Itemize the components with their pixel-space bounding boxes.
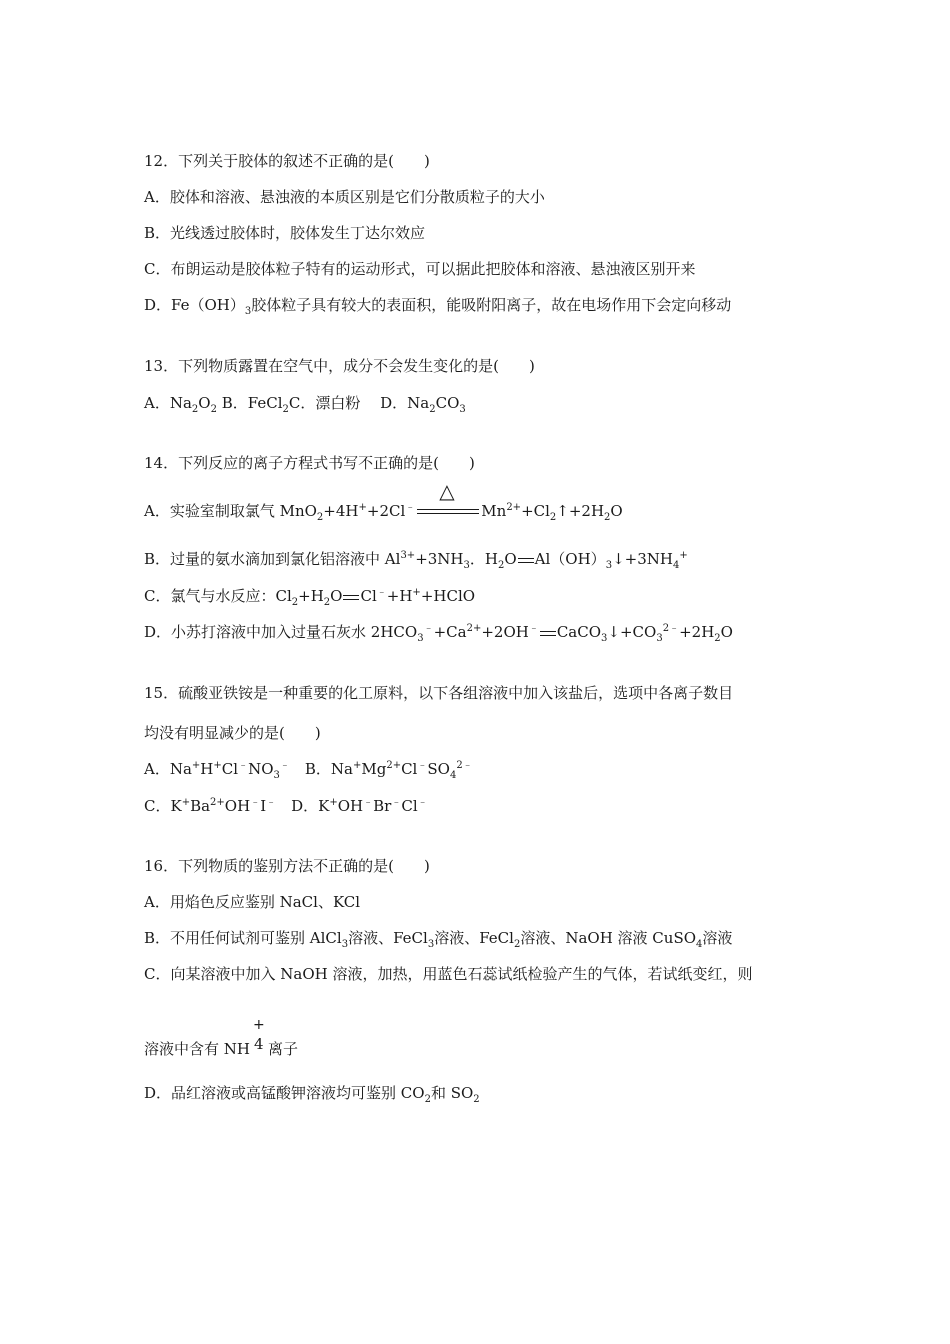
- q13-options: A．$Na_2O_2$ B．FeCl$_2$C．漂白粉 D．$Na_2CO_3$: [144, 394, 466, 415]
- q16-option-b: B．不用任何试剂可鉴别 AlCl$_3$溶液、FeCl$_3$溶液、FeCl$_2$溶液、NaOH 溶液 CuSO$_4$溶液: [144, 929, 733, 950]
- q16-option-c-line2: 溶液中含有 NH + 4 离子: [144, 1017, 298, 1058]
- q15-options-ab: A．$Na^+H^+Cl^﹣NO_3^﹣$ B．$Na^+Mg^{2+}Cl^﹣SO_4^{2﹣}$: [144, 760, 473, 781]
- q16-option-d: D．品红溶液或高锰酸钾溶液均可鉴别 $CO_2$和 $SO_2$: [144, 1084, 480, 1105]
- q12-option-b: B．光线透过胶体时，胶体发生丁达尔效应: [144, 224, 426, 242]
- q16-option-a: A．用焰色反应鉴别 NaCl、KCl: [144, 893, 361, 911]
- equals-sign: [343, 595, 359, 600]
- q13-stem: 13．下列物质露置在空气中，成分不会发生变化的是( ): [144, 357, 535, 375]
- q16-option-c-line1: C．向某溶液中加入 NaOH 溶液，加热，用蓝色石蕊试纸检验产生的气体，若试纸变红，则: [144, 965, 753, 983]
- ammonium-index: + 4: [252, 1017, 265, 1053]
- q12-option-c: C．布朗运动是胶体粒子特有的运动形式，可以据此把胶体和溶液、悬浊液区别开来: [144, 260, 696, 278]
- equals-sign: [518, 558, 534, 563]
- q14-option-c: C．氯气与水反应：$Cl_2+H_2O$ Cl﹣+H++HClO: [144, 587, 476, 608]
- q15-stem-line2: 均没有明显减少的是( ): [144, 724, 321, 742]
- q15-stem-line1: 15．硫酸亚铁铵是一种重要的化工原料，以下各组溶液中加入该盐后，选项中各离子数目: [144, 684, 734, 702]
- q14-option-b: B．过量的氨水滴加到氯化铝溶液中 $Al^{3+}+3NH_3$．$H_2O$ $Al(OH)_3↓+3NH_4^+$: [144, 550, 688, 571]
- equals-sign: [540, 631, 556, 636]
- q16-stem: 16．下列物质的鉴别方法不正确的是( ): [144, 857, 430, 875]
- q14-option-a: A．实验室制取氯气 MnO$_2$+4H++2Cl﹣ △ $Mn^{2+}+Cl_2↑+2H_2O$: [144, 479, 623, 523]
- q12-option-a: A．胶体和溶液、悬浊液的本质区别是它们分散质粒子的大小: [144, 188, 545, 206]
- q12-stem: 12．下列关于胶体的叙述不正确的是( ): [144, 152, 430, 170]
- q12-option-d: D．$Fe(OH)_3$胶体粒子具有较大的表面积，能吸附阳离子，故在电场作用下会定向移动: [144, 296, 732, 317]
- delta-icon: △: [439, 479, 455, 503]
- q14-option-d: D．小苏打溶液中加入过量石灰水 $2HCO_3^﹣+Ca^{2+}+2OH^﹣$ $CaCO_3↓+CO_3^{2﹣}+2H_2O$: [144, 623, 733, 644]
- heating-equals-sign: [417, 479, 479, 519]
- q14-stem: 14．下列反应的离子方程式书写不正确的是( ): [144, 454, 475, 472]
- q15-options-cd: C．$K^+Ba^{2+}OH^﹣I^﹣$ D．K+OH﹣Br﹣Cl﹣: [144, 797, 428, 815]
